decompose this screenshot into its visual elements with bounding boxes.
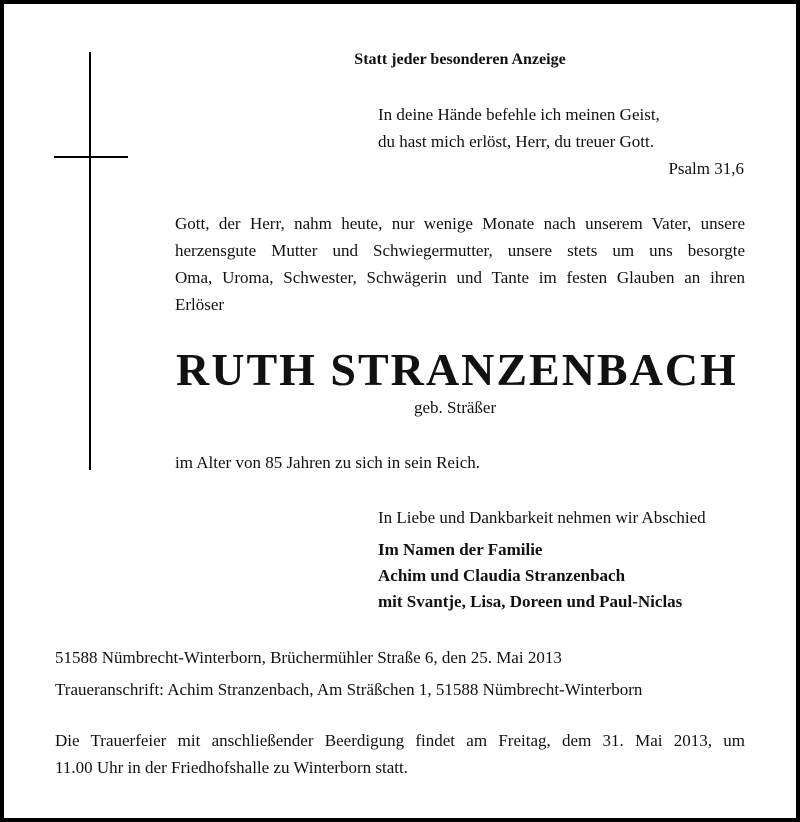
deceased-name: RUTH STRANZENBACH — [176, 344, 738, 395]
announcement-line: Erlöser — [175, 295, 225, 314]
bible-verse — [378, 101, 660, 155]
birth-name: geb. Sträßer — [414, 398, 497, 417]
service-paragraph — [55, 727, 745, 781]
verse-line-2: du hast mich erlöst, Herr, du treuer Gott. — [378, 132, 654, 151]
announcement-line: Gott, der Herr, nahm heute, nur wenige Monate nach unserem Vater, unsere — [175, 214, 745, 233]
farewell-line: In Liebe und Dankbarkeit nehmen wir Abschied — [378, 508, 706, 527]
announcement-line: herzensgute Mutter und Schwiegermutter, unsere stets um uns besorgte — [175, 241, 745, 260]
place-date-line: 51588 Nümbrecht-Winterborn, Brüchermühler Straße 6, den 25. Mai 2013 — [55, 648, 562, 667]
family-line: Achim und Claudia Stranzenbach — [378, 566, 626, 585]
cross-horizontal-bar — [54, 156, 128, 158]
cross-vertical-bar — [89, 52, 91, 470]
announcement-line: Oma, Uroma, Schwester, Schwägerin und Tante im festen Glauben an ihren — [175, 268, 745, 287]
age-line: im Alter von 85 Jahren zu sich in sein Reich. — [175, 453, 480, 472]
announcement-paragraph — [175, 210, 745, 318]
service-line: Die Trauerfeier mit anschließender Beerdigung findet am Freitag, dem 31. Mai 2013, um — [55, 731, 745, 750]
family-line: Im Namen der Familie — [378, 540, 543, 559]
family-line: mit Svantje, Lisa, Doreen und Paul-Niclas — [378, 592, 683, 611]
verse-reference: Psalm 31,6 — [668, 159, 744, 178]
service-line: 11.00 Uhr in der Friedhofshalle zu Winterborn statt. — [55, 758, 408, 777]
family-signature — [378, 537, 682, 615]
verse-line-1: In deine Hände befehle ich meinen Geist, — [378, 105, 660, 124]
mourning-address: Traueranschrift: Achim Stranzenbach, Am Sträßchen 1, 51588 Nümbrecht-Winterborn — [55, 680, 643, 699]
notice-header: Statt jeder besonderen Anzeige — [354, 51, 566, 68]
